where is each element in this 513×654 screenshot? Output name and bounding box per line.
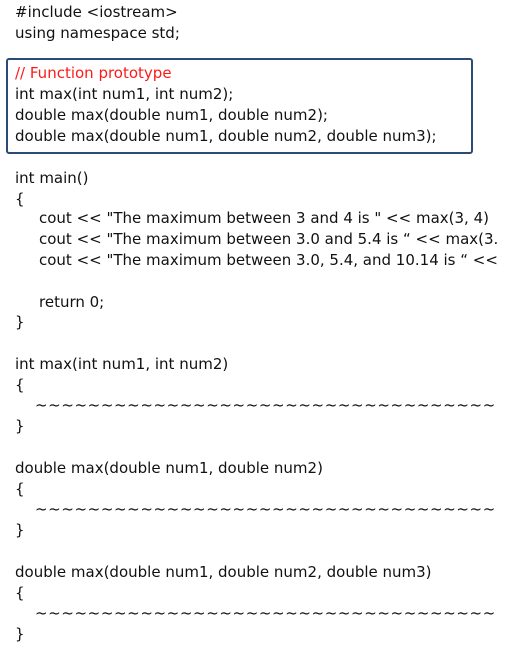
prototype-comment: // Function prototype: [15, 64, 172, 82]
definition-signature: int max(int num1, int num2): [15, 355, 229, 373]
prototype-line: double max(double num1, double num2, double num3);: [15, 127, 437, 145]
main-statement: cout << "The maximum between 3.0 and 5.4 is “ << max(3.: [39, 230, 499, 248]
main-statement: cout << "The maximum between 3 and 4 is " << max(3, 4): [39, 209, 489, 227]
main-close-brace: }: [15, 313, 25, 331]
using-directive: using namespace std;: [15, 24, 180, 42]
definition-body-placeholder: ~~~~~~~~~~~~~~~~~~~~~~~~~~~~~~~~~~~: [35, 500, 496, 518]
definition-open-brace: {: [15, 584, 25, 602]
main-signature: int main(): [15, 169, 89, 187]
return-statement: return 0;: [39, 293, 105, 311]
main-open-brace: {: [15, 190, 25, 208]
include-directive: #include <iostream>: [15, 3, 178, 21]
definition-open-brace: {: [15, 480, 25, 498]
definition-close-brace: }: [15, 521, 25, 539]
prototype-line: int max(int num1, int num2);: [15, 85, 234, 103]
definition-close-brace: }: [15, 417, 25, 435]
main-statement: cout << "The maximum between 3.0, 5.4, and 10.14 is “ <<: [39, 251, 498, 269]
definition-open-brace: {: [15, 376, 25, 394]
definition-body-placeholder: ~~~~~~~~~~~~~~~~~~~~~~~~~~~~~~~~~~~: [35, 396, 496, 414]
definition-signature: double max(double num1, double num2, double num3): [15, 563, 432, 581]
prototype-line: double max(double num1, double num2);: [15, 106, 328, 124]
definition-close-brace: }: [15, 625, 25, 643]
definition-signature: double max(double num1, double num2): [15, 459, 323, 477]
definition-body-placeholder: ~~~~~~~~~~~~~~~~~~~~~~~~~~~~~~~~~~~: [35, 604, 496, 622]
